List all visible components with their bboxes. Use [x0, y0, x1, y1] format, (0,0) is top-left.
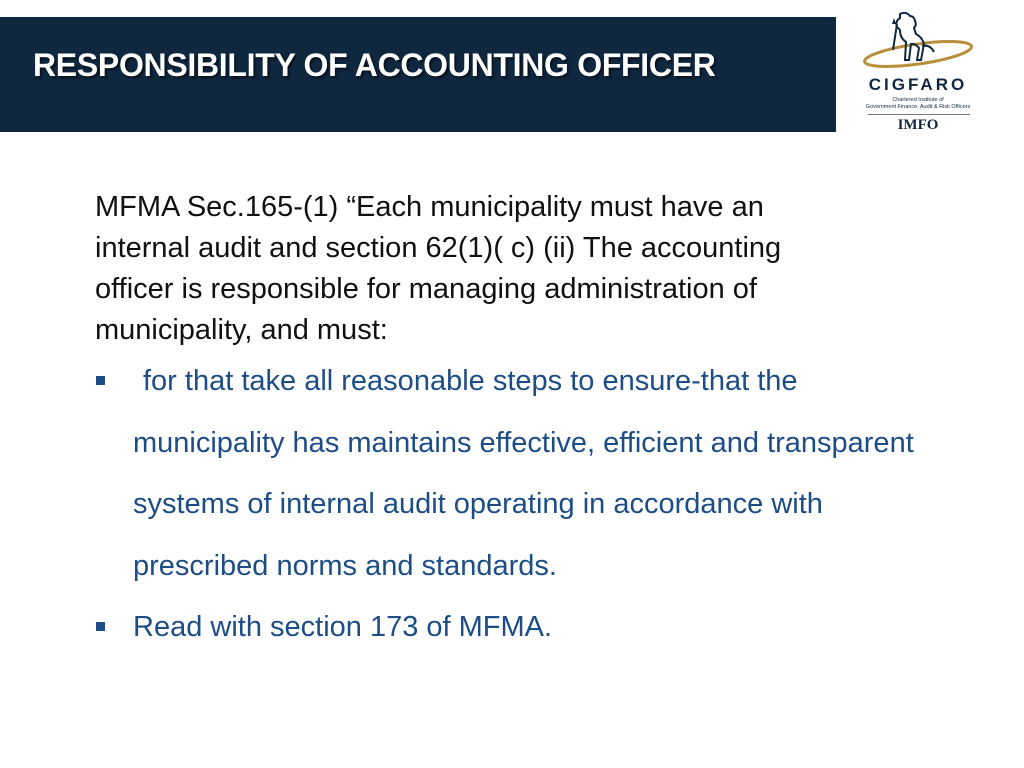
- list-item: [96, 597, 926, 659]
- intro-paragraph: MFMA Sec.165-(1) “Each municipality must have an internal audit and section 62(1)( c) (ii) The accounting officer is responsible for managing administration of municipality, and must:: [95, 191, 782, 346]
- cigfaro-logo: [860, 10, 990, 136]
- slide-title: RESPONSIBILITY OF ACCOUNTING OFFICER: [33, 47, 716, 83]
- lion-emblem-icon: [860, 10, 976, 76]
- logo-subtitle-line1: Chartered Institute of: [892, 97, 944, 103]
- bullet-list: [96, 351, 926, 659]
- logo-divider: [868, 114, 970, 115]
- bullet-text: Read with section 173 of MFMA.: [133, 611, 553, 643]
- logo-name: CIGFARO: [868, 75, 968, 94]
- square-bullet-icon: [96, 376, 105, 385]
- logo-subtitle: [860, 97, 976, 111]
- logo-tag: IMFO: [897, 117, 939, 133]
- bullet-text: for that take all reasonable steps to ensure-that the municipality has maintains effective, efficient and transparent systems of internal audit operating in accordance with prescribed norms and standards.: [133, 365, 914, 582]
- square-bullet-icon: [96, 622, 105, 631]
- list-item: [96, 351, 926, 597]
- logo-subtitle-line2: Government Finance, Audit & Risk Officers: [865, 104, 971, 110]
